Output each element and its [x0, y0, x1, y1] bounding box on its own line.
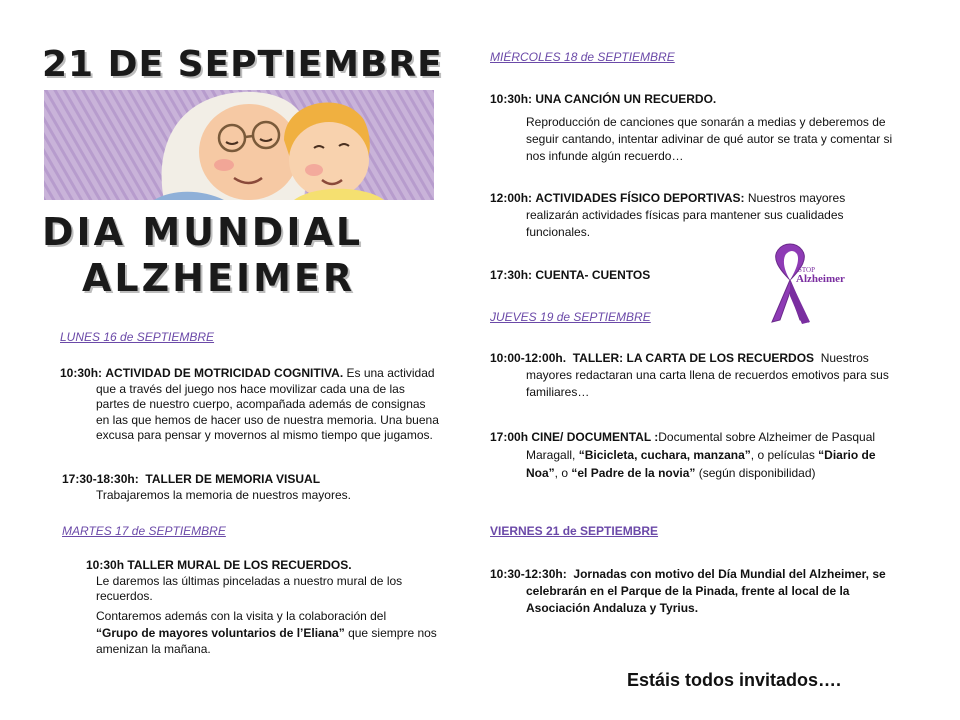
entry-title: TALLER DE MEMORIA VISUAL [145, 472, 321, 486]
thursday-section [490, 310, 910, 326]
wednesday-heading: MIÉRCOLES 18 de SEPTIEMBRE [490, 50, 675, 64]
wednesday-entry-1 [490, 92, 900, 165]
monday-section [60, 330, 440, 346]
entry-description-3: , o [554, 466, 569, 480]
entry-title: ACTIVIDADES FÍSICO DEPORTIVAS: [535, 191, 745, 205]
entry-description-3: que siempre nos amenizan la mañana. [96, 626, 437, 656]
entry-time: 10:30h: [490, 92, 533, 106]
film-title-1: “Bicicleta, cuchara, manzana” [578, 448, 751, 462]
entry-description: Trabajaremos la memoria de nuestros mayores. [96, 487, 351, 502]
entry-time: 10:30h: [60, 366, 103, 380]
entry-description: Documental sobre Alzheimer de Pasqual Maragall, [526, 430, 876, 462]
entry-title: TALLER MURAL DE LOS RECUERDOS. [127, 558, 352, 572]
entry-time: 17:30-18:30h: [62, 472, 139, 486]
friday-entry-1 [490, 566, 900, 617]
monday-entry-1 [60, 366, 440, 444]
entry-description-4: (según disponibilidad) [698, 466, 816, 480]
entry-description: Es una actividad que a través del juego nos hace movilizar cada una de las partes de nuestro cuerpo, acompañada además de consignas en las que hemos de hacer uso de nuestra memoria. Una buena excusa para pensar y movernos al mismo tiempo que jugamos. [96, 366, 439, 442]
tuesday-heading: MARTES 17 de SEPTIEMBRE [62, 524, 226, 538]
entry-title: TALLER: LA CARTA DE LOS RECUERDOS [572, 351, 815, 365]
title-line-2: ALZHEIMER [82, 256, 356, 300]
entry-description-2: Contaremos además con la visita y la colaboración del [96, 608, 387, 623]
title-line-1: DIA MUNDIAL [42, 210, 364, 254]
tuesday-section [62, 524, 442, 540]
thursday-heading: JUEVES 19 de SEPTIEMBRE [490, 310, 651, 324]
entry-description: Reproducción de canciones que sonarán a medias y deberemos de seguir cantando, intentar adivinar de qué autor se trata y comentar si nos infunde algún recuerdo… [526, 114, 893, 163]
tuesday-entry-1 [86, 558, 442, 657]
entry-title: ACTIVIDAD DE MOTRICIDAD COGNITIVA. [105, 366, 344, 380]
date-title: 21 DE SEPTIEMBRE [42, 44, 443, 85]
entry-description-2: , o películas [750, 448, 815, 462]
entry-description: Nuestros mayores realizarán actividades físicas para mantener sus cualidades funcionales. [526, 191, 846, 239]
closing-invitation: Estáis todos invitados…. [627, 670, 842, 690]
volunteer-group-name: “Grupo de mayores voluntarios de l’Eliana” [96, 626, 345, 640]
entry-description: Le daremos las últimas pinceladas a nuestro mural de los recuerdos. [96, 573, 403, 603]
ribbon-alzheimer-text: Alzheimer [796, 273, 845, 285]
entry-title: UNA CANCIÓN UN RECUERDO. [535, 92, 717, 106]
entry-time: 12:00h: [490, 191, 533, 205]
wednesday-section [490, 50, 910, 66]
thursday-entry-1 [490, 350, 890, 401]
entry-time: 10:30h [86, 558, 125, 572]
wednesday-entry-3 [490, 268, 750, 284]
entry-description: Jornadas con motivo del Día Mundial del Alzheimer, se celebrarán en el Parque de la Pinada, frente al local de la Asociación Andaluza y Tyrius. [526, 567, 886, 615]
entry-title: CINE/ DOCUMENTAL : [531, 430, 659, 444]
film-title-3: “el Padre de la novia” [571, 466, 696, 480]
entry-time: 10:00-12:00h. [490, 351, 567, 365]
wednesday-entry-2 [490, 190, 900, 241]
film-title-2: “Diario de Noa” [526, 448, 876, 480]
monday-heading: LUNES 16 de SEPTIEMBRE [60, 330, 215, 344]
friday-heading: VIERNES 21 de SEPTIEMBRE [490, 524, 659, 538]
entry-time: 17:00h [490, 430, 529, 444]
entry-description: Nuestros mayores redactaran una carta llena de recuerdos emotivos para sus familiares… [526, 351, 889, 399]
friday-section [490, 524, 910, 540]
entry-time: 10:30-12:30h: [490, 567, 567, 581]
entry-title: CUENTA- CUENTOS [535, 268, 651, 282]
grandparent-child-illustration [44, 90, 434, 200]
entry-time: 17:30h: [490, 268, 533, 282]
thursday-entry-2 [490, 428, 900, 482]
monday-entry-2 [62, 472, 442, 503]
ribbon-stop-text: STOP [798, 266, 815, 274]
